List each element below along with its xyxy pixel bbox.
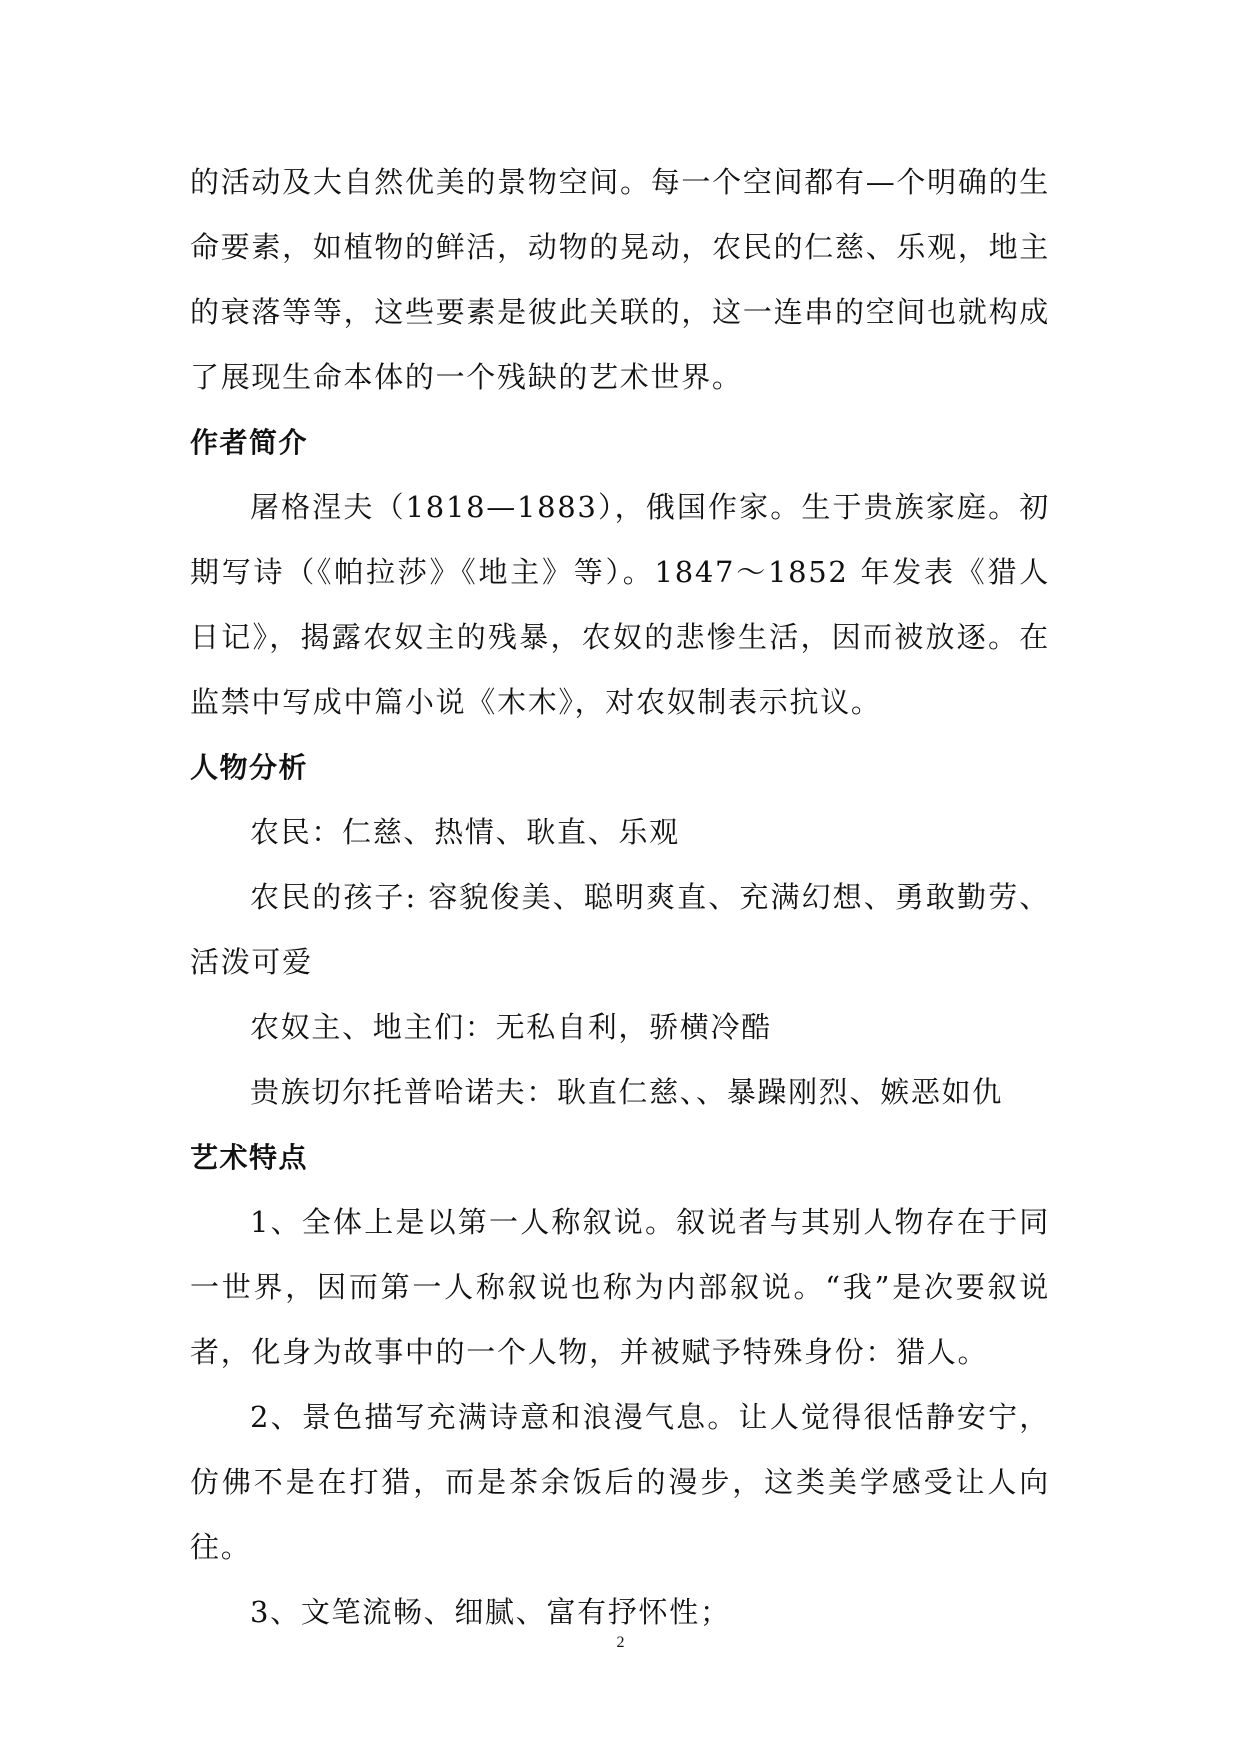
art-heading: 艺术特点: [190, 1141, 309, 1174]
character-item-children: 农民的孩子: 容貌俊美、聪明爽直、充满幻想、勇敢勤劳、活泼可爱: [190, 880, 1050, 979]
character-item-landlords: 农奴主、地主们：无私自利，骄横冷酷: [250, 1010, 772, 1044]
character-item-peasant: 农民：仁慈、热情、耿直、乐观: [250, 815, 680, 849]
author-heading: 作者简介: [190, 426, 309, 459]
character-heading: 人物分析: [190, 751, 309, 784]
art-item-1: 1、全体上是以第一人称叙说。叙说者与其别人物存在于同一世界，因而第一人称叙说也称为内部叙说。“我”是次要叙说者，化身为故事中的一个人物，并被赋予特殊身份：猎人。: [190, 1205, 1050, 1369]
page-number: 2: [616, 1634, 625, 1651]
author-paragraph: 屠格涅夫（1818—1883），俄国作家。生于贵族家庭。初期写诗（《帕拉莎》《地主》等）。1847～1852 年发表《猎人日记》，揭露农奴主的残暴，农奴的悲惨生活，因而被放逐。在监禁中写成中篇小说《木木》，对农奴制表示抗议。: [190, 490, 1050, 719]
document-page: [190, 150, 1050, 1645]
character-item-noble: 贵族切尔托普哈诺夫：耿直仁慈、、暴躁刚烈、嫉恶如仇: [250, 1075, 1004, 1109]
art-item-3: 3、文笔流畅、细腻、富有抒怀性；: [250, 1595, 731, 1629]
art-item-2: 2、景色描写充满诗意和浪漫气息。让人觉得很恬静安宁，仿佛不是在打猎，而是茶余饭后的漫步，这类美学感受让人向往。: [190, 1400, 1050, 1564]
intro-paragraph: 的活动及大自然优美的景物空间。每一个空间都有—个明确的生命要素，如植物的鲜活，动物的晃动，农民的仁慈、乐观，地主的衰落等等，这些要素是彼此关联的，这一连串的空间也就构成了展现生命本体的一个残缺的艺术世界。: [190, 165, 1050, 394]
